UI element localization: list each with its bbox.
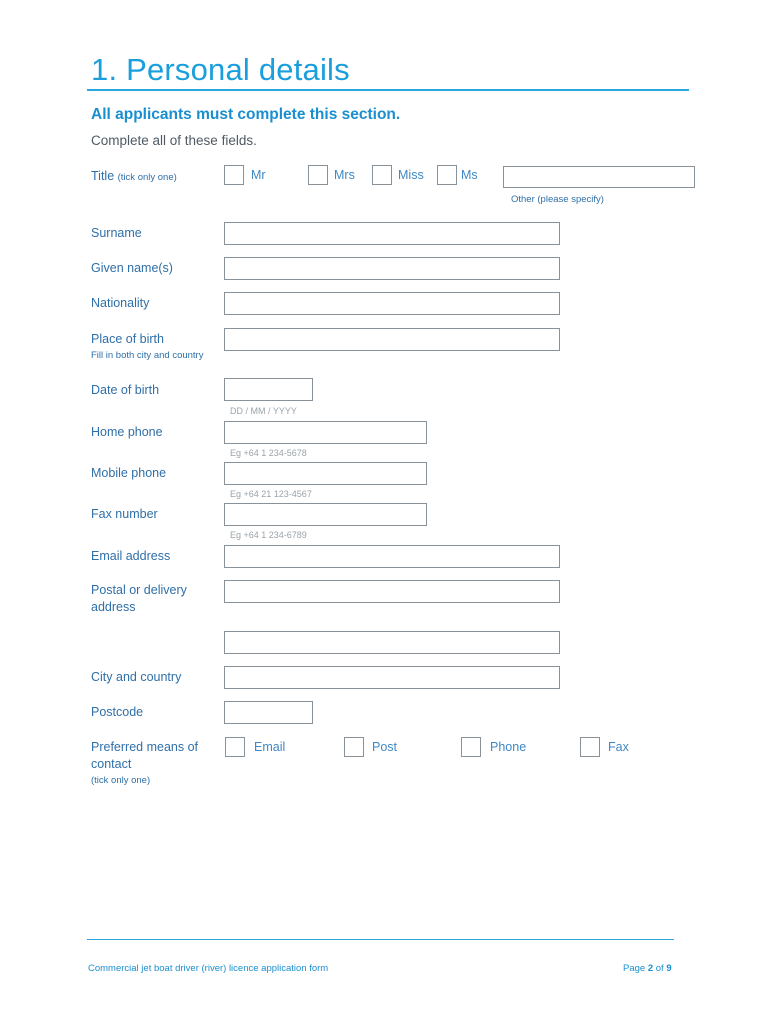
footer-divider xyxy=(87,939,674,940)
given-names-input[interactable] xyxy=(224,257,560,280)
nationality-label: Nationality xyxy=(91,296,150,310)
footer-form-name: Commercial jet boat driver (river) licence application form xyxy=(88,963,329,974)
title-ms-label: Ms xyxy=(461,168,478,182)
email-address-input[interactable] xyxy=(224,545,560,568)
home-phone-input[interactable] xyxy=(224,421,427,444)
nationality-input[interactable] xyxy=(224,292,560,315)
surname-input[interactable] xyxy=(224,222,560,245)
title-mr-checkbox[interactable] xyxy=(224,165,244,185)
postal-address-input-line2[interactable] xyxy=(224,631,560,654)
contact-phone-label: Phone xyxy=(490,740,527,754)
contact-fax-label: Fax xyxy=(608,740,629,754)
mobile-phone-label: Mobile phone xyxy=(91,466,167,480)
home-phone-hint: Eg +64 1 234-5678 xyxy=(230,448,307,458)
contact-note: (tick only one) xyxy=(91,775,151,786)
title-label-text: Title xyxy=(91,169,115,183)
postcode-label: Postcode xyxy=(91,705,144,719)
city-country-input[interactable] xyxy=(224,666,560,689)
contact-post-label: Post xyxy=(372,740,398,754)
title-label xyxy=(91,169,177,183)
page-total: 9 xyxy=(666,963,672,974)
city-country-label: City and country xyxy=(91,670,182,684)
fax-number-label: Fax number xyxy=(91,507,158,521)
postal-address-input-line1[interactable] xyxy=(224,580,560,603)
section-intro: Complete all of these fields. xyxy=(91,133,257,148)
title-miss-label: Miss xyxy=(398,168,424,182)
home-phone-label: Home phone xyxy=(91,425,163,439)
place-of-birth-input[interactable] xyxy=(224,328,560,351)
contact-fax-checkbox[interactable] xyxy=(580,737,600,757)
surname-label: Surname xyxy=(91,226,142,240)
section-subheading: All applicants must complete this section. xyxy=(91,106,401,123)
page-of: of xyxy=(653,963,667,974)
fax-number-input[interactable] xyxy=(224,503,427,526)
date-of-birth-hint: DD / MM / YYYY xyxy=(230,406,297,416)
page-prefix: Page xyxy=(623,963,648,974)
date-of-birth-input[interactable] xyxy=(224,378,313,401)
footer-page-number xyxy=(623,963,672,974)
title-note: (tick only one) xyxy=(117,172,177,183)
title-mrs-label: Mrs xyxy=(334,168,355,182)
page-title: 1. Personal details xyxy=(91,52,350,87)
title-other-hint: Other (please specify) xyxy=(511,194,604,205)
fax-number-hint: Eg +64 1 234-6789 xyxy=(230,530,307,540)
postal-address-label-line1: Postal or delivery xyxy=(91,583,187,597)
place-of-birth-label: Place of birth xyxy=(91,332,164,346)
place-of-birth-note: Fill in both city and country xyxy=(91,350,204,361)
contact-email-checkbox[interactable] xyxy=(225,737,245,757)
mobile-phone-input[interactable] xyxy=(224,462,427,485)
contact-phone-checkbox[interactable] xyxy=(461,737,481,757)
contact-post-checkbox[interactable] xyxy=(344,737,364,757)
postal-address-label-line2: address xyxy=(91,600,136,614)
date-of-birth-label: Date of birth xyxy=(91,383,160,397)
title-mr-label: Mr xyxy=(251,168,266,182)
title-mrs-checkbox[interactable] xyxy=(308,165,328,185)
contact-email-label: Email xyxy=(254,740,286,754)
postcode-input[interactable] xyxy=(224,701,313,724)
mobile-phone-hint: Eg +64 21 123-4567 xyxy=(230,489,312,499)
contact-label-line2: contact xyxy=(91,757,132,771)
heading-divider xyxy=(87,89,689,91)
title-miss-checkbox[interactable] xyxy=(372,165,392,185)
contact-label-line1: Preferred means of xyxy=(91,740,198,754)
email-address-label: Email address xyxy=(91,549,171,563)
page-current: 2 xyxy=(647,963,654,974)
given-names-label: Given name(s) xyxy=(91,261,173,275)
title-other-input[interactable] xyxy=(503,166,695,188)
title-ms-checkbox[interactable] xyxy=(437,165,457,185)
